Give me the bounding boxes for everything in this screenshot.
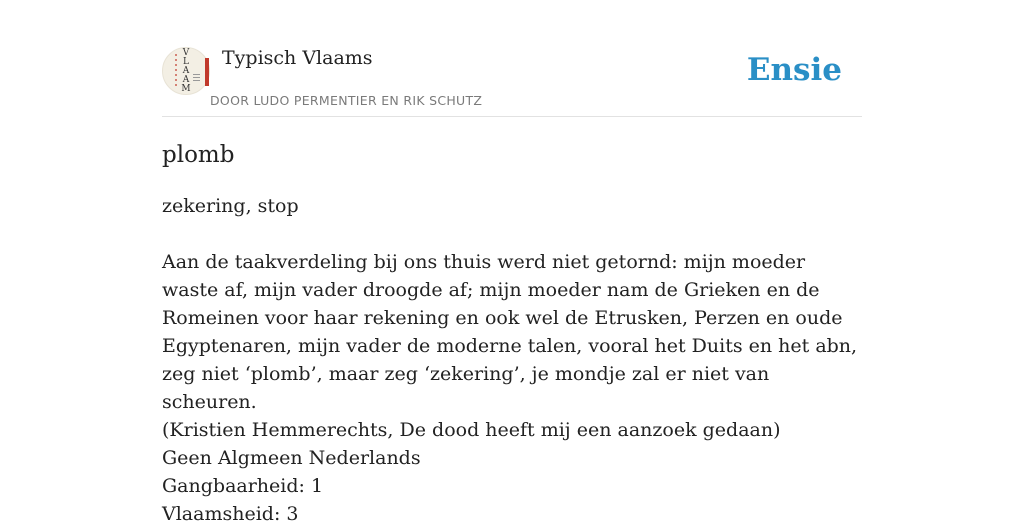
ensie-logo-link[interactable]: Ensie [746,52,842,88]
entry-title: plomb [162,142,235,168]
book-cover-icon[interactable] [162,47,210,95]
quote-source: (Kristien Hemmerechts, De dood heeft mij een aanzoek gedaan) [162,419,781,441]
logo-stripe [205,58,209,86]
meta-gangbaarheid: Gangbaarheid: 1 [162,475,324,497]
logo-lines [193,74,200,82]
book-authors: DOOR LUDO PERMENTIER EN RIK SCHUTZ [210,93,483,108]
quote-text: Aan de taakverdeling bij ons thuis werd niet getornd: mijn moeder waste af, mijn vader droogde af; mijn moeder nam de Grieken en de Romeinen voor haar rekening en ook wel de Etrusken, Perzen en oude Egyptenaren, mijn vader de moderne talen, vooral het Duits en het abn, zeg niet ‘plomb’, maar zeg ‘zekering’, je mondje zal er niet van scheuren. [162,251,858,413]
book-title[interactable]: Typisch Vlaams [222,47,373,69]
entry-meta [162,444,421,528]
entry-quote [162,248,864,444]
entry-definition: zekering, stop [162,195,299,217]
page-container [162,0,862,525]
meta-vlaamsheid: Vlaamsheid: 3 [162,503,299,525]
meta-status: Geen Algmeen Nederlands [162,447,421,469]
logo-letters: V L A A M [181,48,191,94]
header [162,0,862,117]
